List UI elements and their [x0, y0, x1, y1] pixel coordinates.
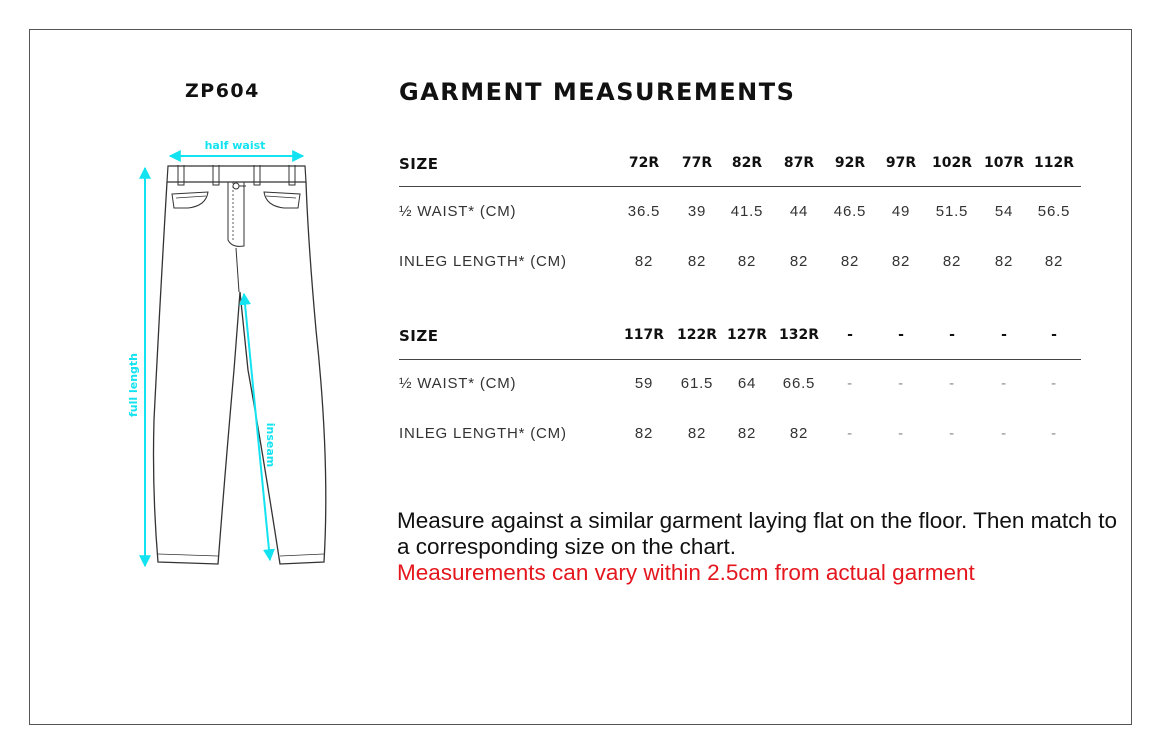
size-cell: 112R	[1033, 155, 1074, 171]
value-cell: 36.5	[627, 203, 661, 220]
value-cell: -	[898, 425, 904, 442]
size-header-row	[399, 155, 1081, 179]
value-cell: -	[847, 375, 853, 392]
value-cell: 51.5	[935, 203, 969, 220]
value-cell: 39	[687, 203, 707, 220]
value-cell: 56.5	[1037, 203, 1071, 220]
value-cell: 82	[634, 253, 654, 270]
pants-outline	[154, 182, 326, 564]
table-divider	[399, 359, 1081, 360]
size-cell: 127R	[726, 327, 767, 343]
table-divider	[399, 186, 1081, 187]
row-label: ½ WAIST* (CM)	[399, 203, 517, 220]
size-cell: 122R	[676, 327, 717, 343]
measurement-note	[397, 508, 1117, 586]
table-row	[399, 375, 1081, 399]
half-waist-label: half waist	[204, 139, 266, 152]
value-cell: 82	[687, 253, 707, 270]
value-cell: 82	[687, 425, 707, 442]
pants-pocket-left	[172, 192, 208, 208]
size-cell: 77R	[681, 155, 713, 171]
value-cell: -	[847, 425, 853, 442]
value-cell: 82	[634, 425, 654, 442]
value-cell: 44	[789, 203, 809, 220]
size-cell: -	[949, 327, 955, 343]
value-cell: -	[1001, 425, 1007, 442]
value-cell: -	[1051, 375, 1057, 392]
pants-button	[233, 183, 239, 189]
pants-waistband	[167, 166, 306, 182]
value-cell: 82	[994, 253, 1014, 270]
size-cell: 72R	[628, 155, 660, 171]
row-label: INLEG LENGTH* (CM)	[399, 425, 567, 442]
value-cell: -	[1051, 425, 1057, 442]
size-cell: 92R	[834, 155, 866, 171]
value-cell: 82	[942, 253, 962, 270]
page-title: GARMENT MEASUREMENTS	[399, 78, 796, 106]
value-cell: 82	[789, 253, 809, 270]
value-cell: 49	[891, 203, 911, 220]
size-cell: -	[898, 327, 904, 343]
measurement-warning: Measurements can vary within 2.5cm from actual garment	[397, 560, 975, 585]
value-cell: 82	[737, 253, 757, 270]
value-cell: 41.5	[730, 203, 764, 220]
value-cell: 82	[1044, 253, 1064, 270]
value-cell: 66.5	[782, 375, 816, 392]
size-cell: 82R	[731, 155, 763, 171]
value-cell: 54	[994, 203, 1014, 220]
value-cell: 82	[737, 425, 757, 442]
value-cell: 82	[789, 425, 809, 442]
size-label: SIZE	[399, 155, 439, 173]
value-cell: -	[949, 425, 955, 442]
value-cell: 64	[737, 375, 757, 392]
table-row	[399, 203, 1081, 227]
product-code: ZP604	[185, 80, 260, 102]
value-cell: 61.5	[680, 375, 714, 392]
size-cell: 117R	[623, 327, 664, 343]
size-cell: 102R	[931, 155, 972, 171]
size-label: SIZE	[399, 327, 439, 345]
pants-diagram	[110, 130, 340, 580]
value-cell: 59	[634, 375, 654, 392]
row-label: ½ WAIST* (CM)	[399, 375, 517, 392]
row-label: INLEG LENGTH* (CM)	[399, 253, 567, 270]
pants-pocket-right	[264, 192, 300, 208]
full-length-label: full length	[127, 352, 140, 418]
size-cell: 97R	[885, 155, 917, 171]
size-cell: -	[847, 327, 853, 343]
pants-fly	[228, 182, 244, 246]
table-row	[399, 253, 1081, 277]
size-cell: -	[1001, 327, 1007, 343]
inseam-label: inseam	[264, 422, 277, 468]
size-header-row	[399, 327, 1081, 351]
size-cell: -	[1051, 327, 1057, 343]
value-cell: 46.5	[833, 203, 867, 220]
size-cell: 87R	[783, 155, 815, 171]
value-cell: -	[1001, 375, 1007, 392]
value-cell: -	[898, 375, 904, 392]
table-row	[399, 425, 1081, 449]
size-cell: 132R	[778, 327, 819, 343]
measurement-instructions: Measure against a similar garment laying flat on the floor. Then match to a corresponding size on the chart.	[397, 508, 1117, 559]
size-cell: 107R	[983, 155, 1024, 171]
value-cell: -	[949, 375, 955, 392]
value-cell: 82	[840, 253, 860, 270]
value-cell: 82	[891, 253, 911, 270]
